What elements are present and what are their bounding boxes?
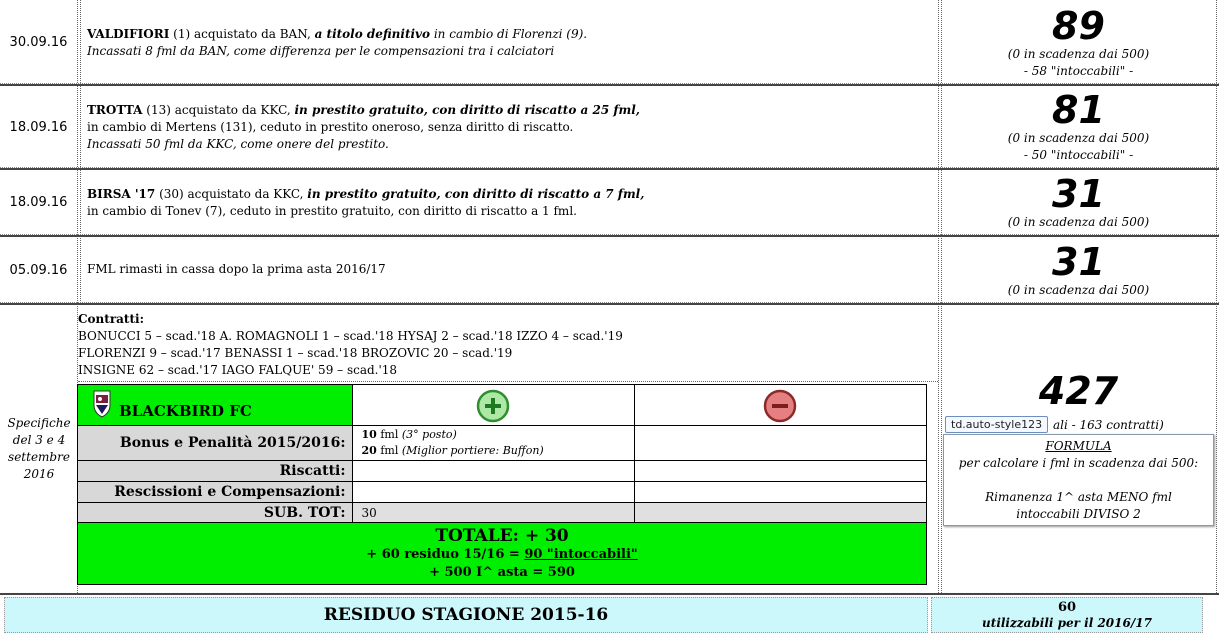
row-note: (0 in scadenza dai 500) — [1007, 283, 1150, 297]
desc-line-1: VALDIFIORI (1) acquistato da BAN, a titolo definitivo in cambio di Florenzi (9). — [87, 27, 588, 41]
formula-title: FORMULA — [1045, 439, 1112, 453]
transaction-row — [0, 235, 1219, 303]
formula-box — [943, 434, 1214, 526]
contract-line: INSIGNE 62 – scad.'17 IAGO FALQUE' 59 – scad.'18 — [78, 363, 398, 377]
plus-header — [352, 385, 634, 426]
footer-row — [0, 593, 1219, 633]
row-note: (0 in scadenza dai 500) — [1007, 47, 1150, 61]
total-cell — [78, 523, 927, 585]
total-title: TOTALE: + 30 — [435, 525, 569, 546]
spec-side-label: Specifiche del 3 e 4 settembre 2016 — [7, 416, 71, 481]
row-description — [80, 261, 938, 278]
row-value: 81 — [1052, 88, 1105, 132]
riscatti-minus-cell — [634, 461, 926, 482]
subtot-plus-cell: 30 — [352, 503, 634, 523]
desc-line-1: TROTTA (13) acquistato da KKC, in prestito gratuito, con diritto di riscatto a 25 fml, — [87, 103, 640, 117]
contracts-separator — [78, 381, 938, 382]
row-value-cell — [941, 0, 1216, 84]
plus-circle-icon — [476, 389, 510, 423]
contract-line: FLORENZI 9 – scad.'17 BENASSI 1 – scad.'18 BROZOVIC 20 – scad.'19 — [78, 346, 513, 360]
total-residuo: + 60 residuo 15/16 = 90 "intoccabili" — [366, 546, 638, 562]
row-value-cell — [941, 170, 1216, 235]
desc-line-1: BIRSA '17 (30) acquistato da KKC, in prestito gratuito, con diritto di riscatto a 7 fml, — [87, 187, 645, 201]
desc-line-2: in cambio di Tonev (7), ceduto in prestito gratuito, con diritto di riscatto a 1 fml. — [87, 204, 577, 218]
row-description — [80, 102, 938, 153]
contracts-title: Contratti: — [78, 312, 144, 326]
row-note-2: - 50 "intoccabili" - — [1023, 148, 1134, 162]
rescissioni-minus-cell — [634, 482, 926, 503]
team-name: BLACKBIRD FC — [119, 402, 252, 420]
formula-line: Rimanenza 1^ asta MENO fml — [985, 490, 1172, 504]
row-date: 30.09.16 — [9, 34, 68, 50]
footer-sub: utilizzabili per il 2016/17 — [982, 616, 1152, 630]
transaction-row — [0, 168, 1219, 235]
row-description — [80, 186, 938, 220]
bonus-plus-cell — [352, 426, 634, 461]
row-date: 18.09.16 — [9, 119, 68, 135]
desc-line-2: in cambio di Mertens (131), ceduto in prestito oneroso, senza diritto di riscatto. — [87, 120, 574, 134]
row-value: 31 — [1052, 240, 1105, 284]
contract-line: BONUCCI 5 – scad.'18 A. ROMAGNOLI 1 – scad.'18 HYSAJ 2 – scad.'18 IZZO 4 – scad.'19 — [78, 329, 623, 343]
row-value-cell — [941, 237, 1216, 303]
row-date: 18.09.16 — [9, 195, 68, 210]
riscatti-plus-cell — [352, 461, 634, 482]
total-asta: + 500 I^ asta = 590 — [429, 564, 575, 580]
team-name-cell — [78, 385, 353, 426]
tooltip-text: td.auto-style123 — [951, 418, 1043, 431]
row-description — [80, 26, 938, 60]
rescissioni-label: Rescissioni e Compensazioni: — [78, 482, 353, 503]
contracts-block — [78, 311, 936, 379]
row-value-cell — [941, 86, 1216, 168]
team-table — [77, 384, 927, 585]
formula-line: per calcolare i fml in scadenza dai 500: — [958, 456, 1199, 470]
bonus-minus-cell — [634, 426, 926, 461]
team-logo-icon — [92, 389, 112, 419]
rescissioni-plus-cell — [352, 482, 634, 503]
inspect-tooltip — [945, 416, 1048, 433]
bonus-line: 10 fml (3° posto) — [361, 428, 457, 441]
desc-line-2: Incassati 8 fml da BAN, come differenza per le compensazioni tra i calciatori — [87, 44, 555, 58]
transaction-row — [0, 84, 1219, 168]
bonus-label: Bonus e Penalità 2015/2016: — [78, 426, 353, 461]
spec-row — [0, 303, 1219, 593]
minus-header — [634, 385, 926, 426]
total-value: 427 — [1038, 369, 1119, 413]
row-value: 89 — [1052, 4, 1105, 48]
contracts-note: ali - 163 contratti) — [1053, 418, 1164, 432]
subtot-minus-cell — [634, 503, 926, 523]
desc-line-1: FML rimasti in cassa dopo la prima asta 2016/17 — [87, 262, 386, 276]
row-value: 31 — [1052, 172, 1105, 216]
bonus-line: 20 fml (Miglior portiere: Buffon) — [361, 444, 544, 457]
footer-value-cell — [931, 597, 1203, 633]
subtot-label: SUB. TOT: — [78, 503, 353, 523]
row-note-2: - 58 "intoccabili" - — [1023, 64, 1134, 78]
formula-line: intoccabili DIVISO 2 — [1016, 507, 1141, 521]
desc-line-3: Incassati 50 fml da KKC, come onere del prestito. — [87, 137, 389, 151]
transaction-row — [0, 0, 1219, 84]
riscatti-label: Riscatti: — [78, 461, 353, 482]
row-date: 05.09.16 — [9, 262, 68, 278]
footer-label: RESIDUO STAGIONE 2015-16 — [4, 597, 928, 633]
row-note: (0 in scadenza dai 500) — [1007, 215, 1150, 229]
minus-circle-icon — [763, 389, 797, 423]
footer-value: 60 — [1057, 600, 1077, 615]
row-note: (0 in scadenza dai 500) — [1007, 131, 1150, 145]
